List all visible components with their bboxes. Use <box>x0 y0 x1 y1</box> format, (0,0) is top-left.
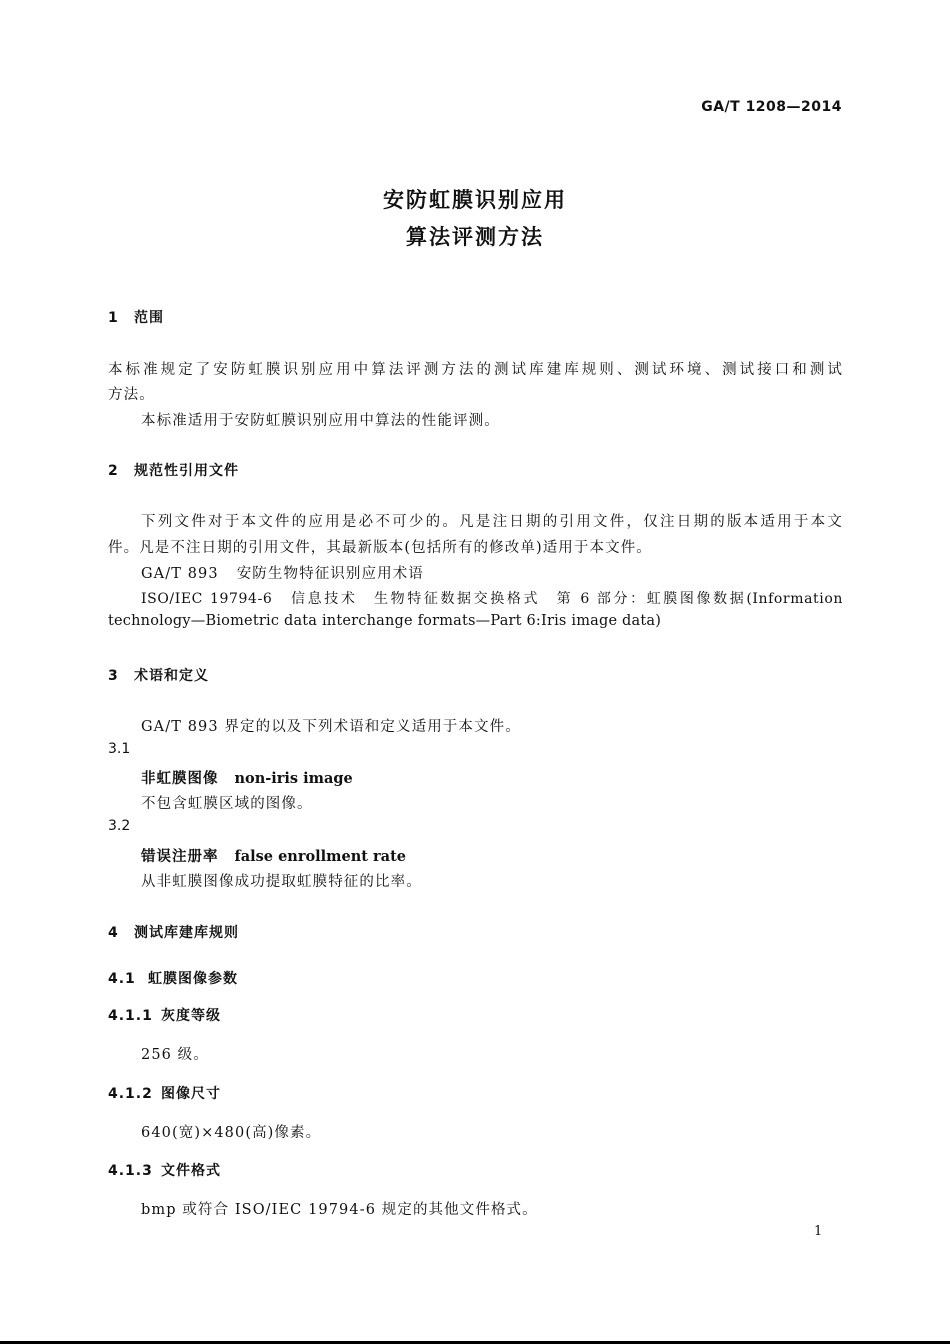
subsection-4-1-3-text: bmp 或符合 ISO/IEC 19794-6 规定的其他文件格式。 <box>141 1202 538 1218</box>
section-number: 2 <box>108 463 119 479</box>
subsection-number: 4.1.3 <box>108 1163 153 1179</box>
document-title-line1: 安防虹膜识别应用 <box>383 188 567 212</box>
term-english: false enrollment rate <box>234 848 406 865</box>
normative-reference-1 <box>141 562 424 583</box>
standard-code: GA/T 1208—2014 <box>701 99 842 115</box>
section-number: 4 <box>108 925 119 941</box>
term-3-2-definition: 从非虹膜图像成功提取虹膜特征的比率。 <box>141 874 422 890</box>
subsection-4-1-heading <box>108 968 238 988</box>
term-chinese: 错误注册率 <box>141 849 219 865</box>
section-title: 术语和定义 <box>134 668 209 684</box>
document-title-line2: 算法评测方法 <box>406 225 544 249</box>
subsection-4-1-1-heading <box>108 1005 221 1025</box>
section-number: 1 <box>108 310 119 326</box>
section-title: 范围 <box>134 310 164 326</box>
subsection-number: 4.1 <box>108 971 136 987</box>
section-1-paragraph-2: 本标准适用于安防虹膜识别应用中算法的性能评测。 <box>141 413 500 429</box>
section-2-paragraph-line-1: 下列文件对于本文件的应用是必不可少的。凡是注日期的引用文件，仅注日期的版本适用于本文 <box>141 514 843 530</box>
section-3-heading <box>108 665 209 685</box>
section-3-intro: GA/T 893 界定的以及下列术语和定义适用于本文件。 <box>141 719 521 735</box>
subsection-title: 图像尺寸 <box>161 1086 221 1102</box>
subsection-number: 4.1.1 <box>108 1008 153 1024</box>
subsection-4-1-1-text: 256 级。 <box>141 1047 209 1063</box>
normative-reference-2-line-2: technology—Biometric data interchange formats—Part 6:Iris image data) <box>108 613 662 629</box>
section-title: 测试库建库规则 <box>134 925 239 941</box>
subsection-number: 4.1.2 <box>108 1086 153 1102</box>
term-chinese: 非虹膜图像 <box>141 771 219 787</box>
page-number: 1 <box>814 1224 823 1239</box>
term-3-2-number: 3.2 <box>108 818 131 834</box>
section-1-paragraph-1-line-1: 本标准规定了安防虹膜识别应用中算法评测方法的测试库建库规则、测试环境、测试接口和测试 <box>108 362 843 378</box>
subsection-title: 虹膜图像参数 <box>148 971 238 987</box>
section-1-heading <box>108 307 164 327</box>
subsection-title: 文件格式 <box>161 1163 221 1179</box>
subsection-4-1-3-heading <box>108 1160 221 1180</box>
section-2-paragraph-line-2: 件。凡是不注日期的引用文件，其最新版本(包括所有的修改单)适用于本文件。 <box>108 540 652 556</box>
term-3-1 <box>141 767 353 788</box>
normative-reference-2-line-1: ISO/IEC 19794-6 信息技术 生物特征数据交换格式 第 6 部分：虹膜图像数据(Information <box>141 591 843 607</box>
subsection-4-1-2-heading <box>108 1083 221 1103</box>
term-3-2 <box>141 845 406 866</box>
term-3-1-number: 3.1 <box>108 741 131 757</box>
subsection-4-1-2-text: 640(宽)×480(高)像素。 <box>141 1125 322 1141</box>
reference-code: GA/T 893 <box>141 566 219 582</box>
term-english: non-iris image <box>234 770 353 787</box>
section-number: 3 <box>108 668 119 684</box>
section-title: 规范性引用文件 <box>134 463 239 479</box>
section-2-heading <box>108 460 239 480</box>
reference-title: 安防生物特征识别应用术语 <box>236 566 424 582</box>
subsection-title: 灰度等级 <box>161 1008 221 1024</box>
section-1-paragraph-1-line-2: 方法。 <box>108 387 155 403</box>
section-4-heading <box>108 922 239 942</box>
term-3-1-definition: 不包含虹膜区域的图像。 <box>141 796 313 812</box>
